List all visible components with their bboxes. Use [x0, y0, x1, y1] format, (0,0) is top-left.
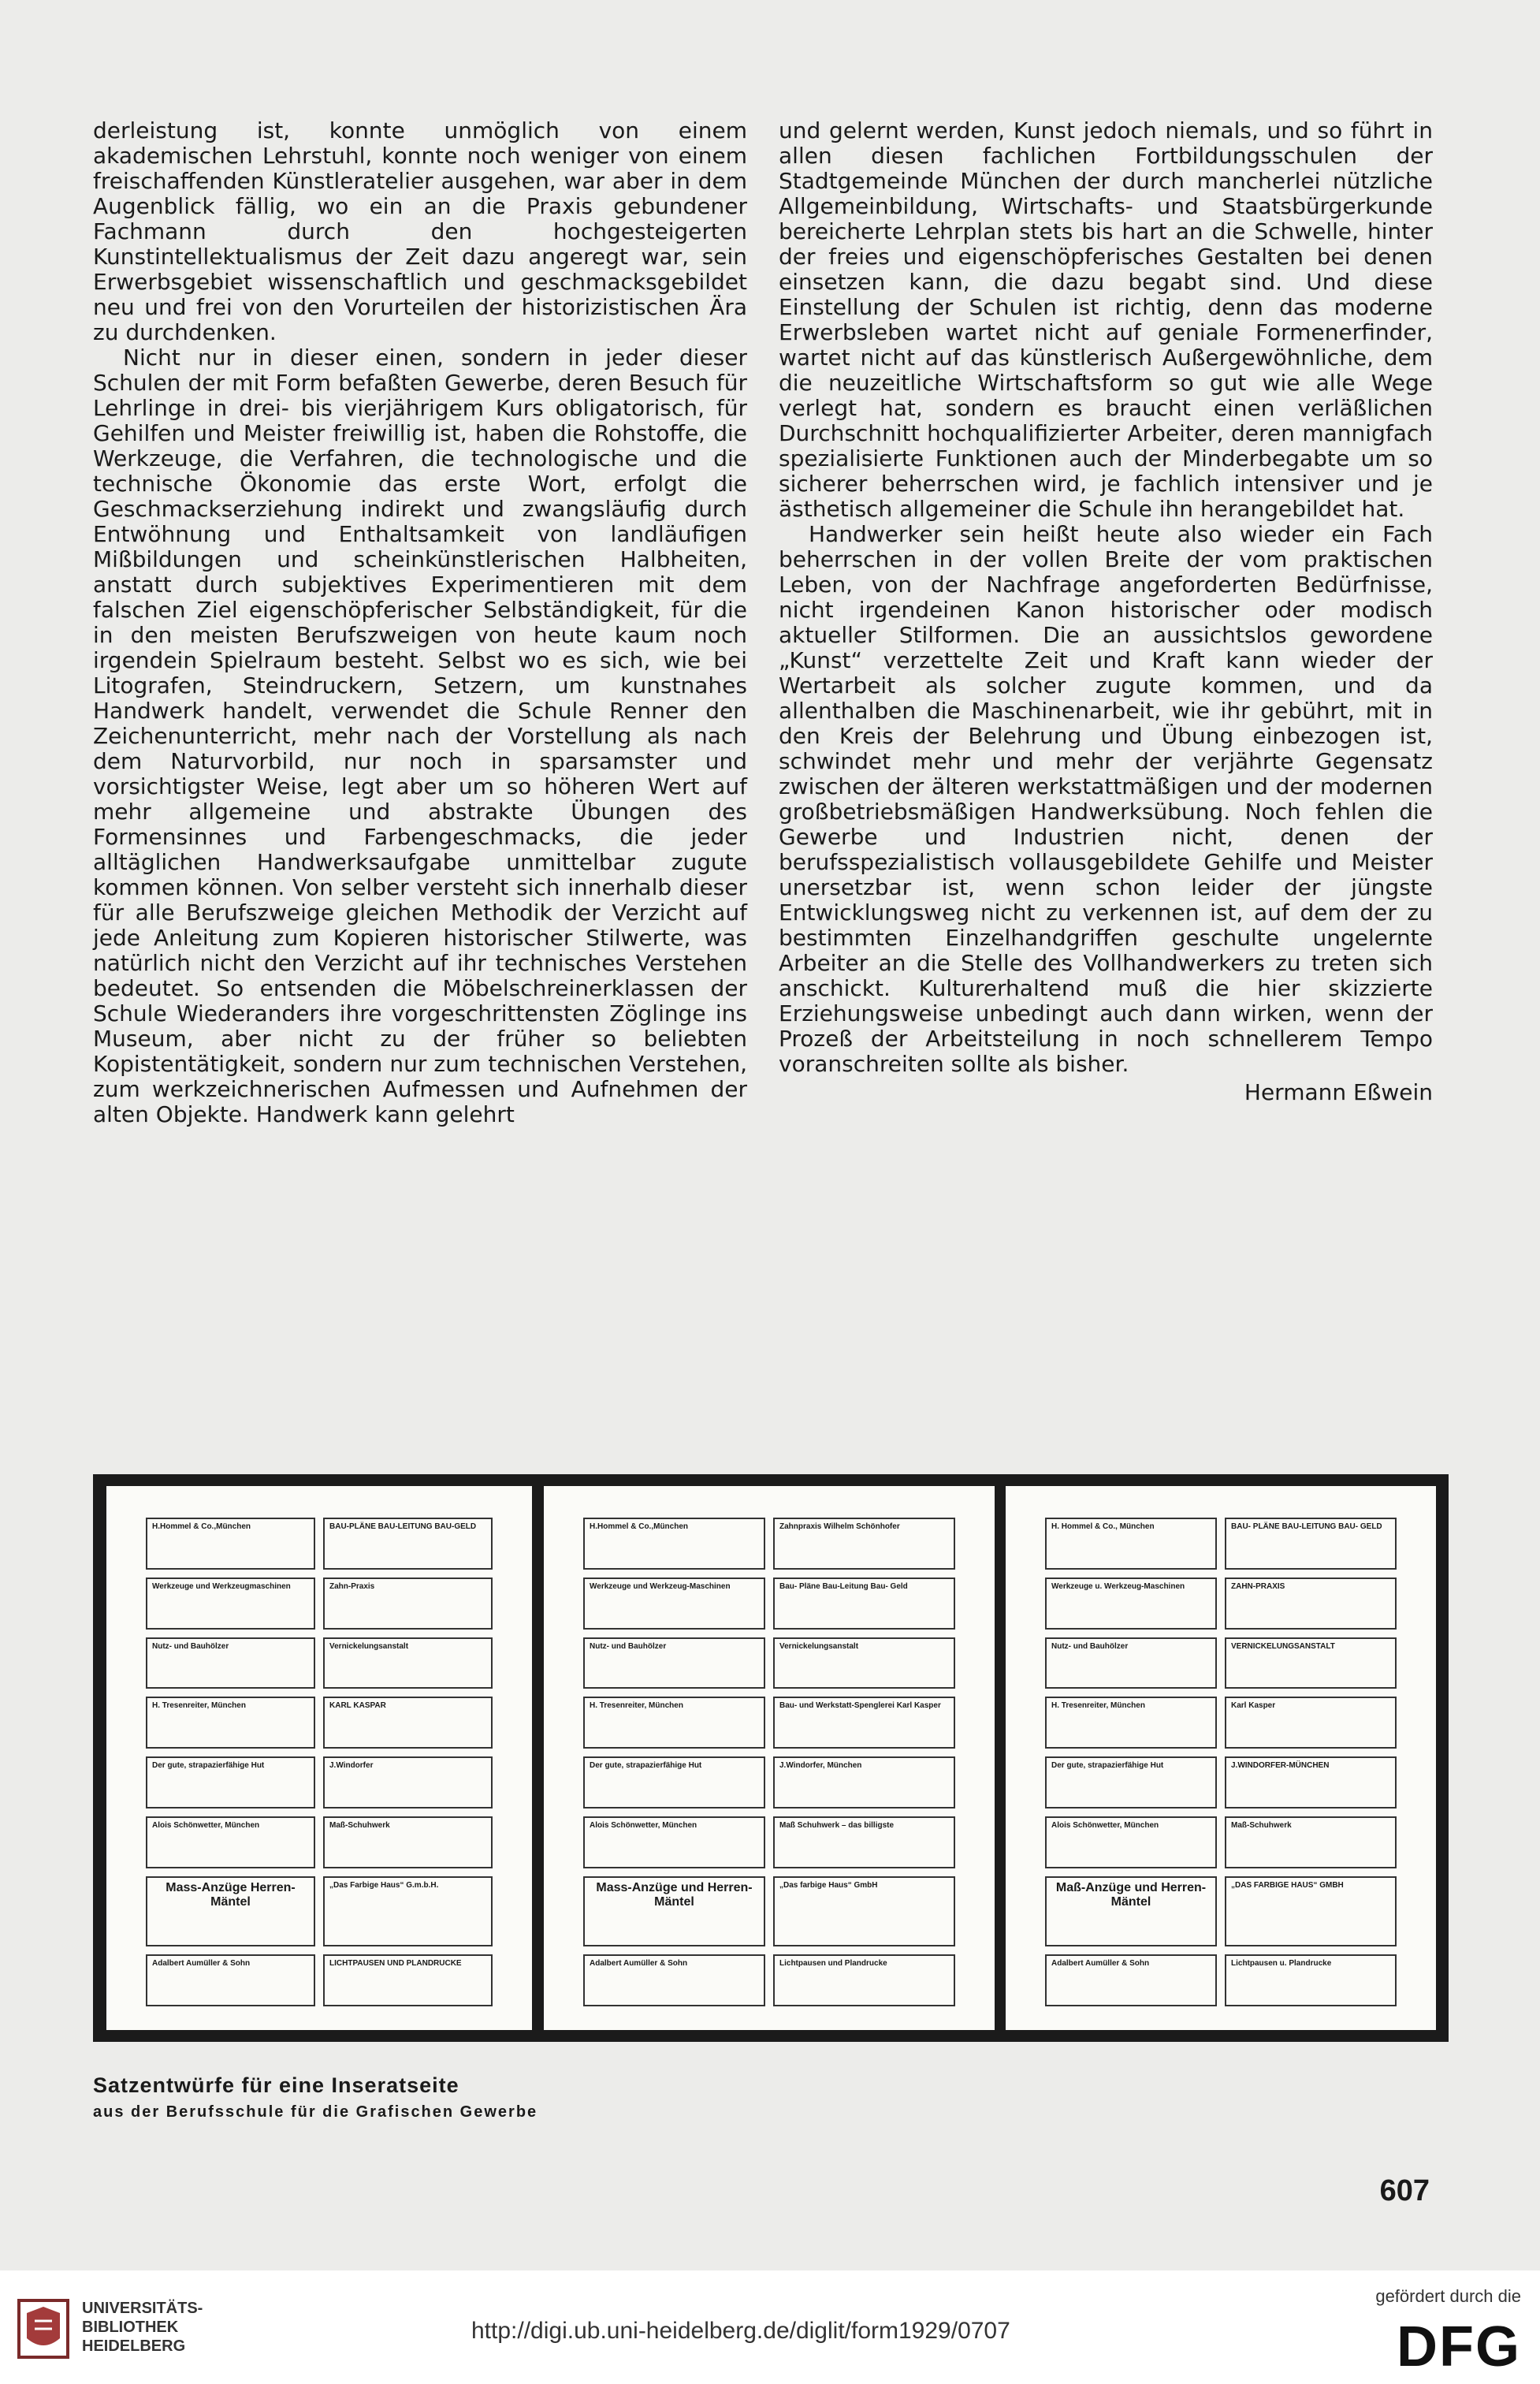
ad-box: Mass-Anzüge Herren-Mäntel: [146, 1876, 315, 1947]
footer-bar: [0, 2270, 1540, 2384]
ad-box: VERNICKELUNGSANSTALT: [1225, 1637, 1397, 1689]
ad-box: „DAS FARBIGE HAUS“ GMBH: [1225, 1876, 1397, 1947]
ad-box: Nutz- und Bauhölzer: [583, 1637, 765, 1689]
funded-by-label: gefördert durch die: [1375, 2286, 1521, 2306]
ad-box: Werkzeuge und Werkzeug-Maschinen: [583, 1578, 765, 1630]
ad-page-design-3: [1006, 1486, 1436, 2030]
ad-box: Der gute, strapazierfähige Hut: [146, 1756, 315, 1808]
ad-box: Maß Schuhwerk – das billigste: [773, 1816, 955, 1868]
ad-box: Der gute, strapazierfähige Hut: [583, 1756, 765, 1808]
ad-box: Vernickelungsanstalt: [773, 1637, 955, 1689]
ad-box: Nutz- und Bauhölzer: [1045, 1637, 1217, 1689]
ad-box: Vernickelungsanstalt: [323, 1637, 493, 1689]
paragraph: Handwerker sein heißt heute also wieder ein Fach beherrschen in der vollen Breite der vom praktischen Leben, von der Nachfrage angeforderten Bedürfnisse, nicht irgendeinen Kanon historischer oder modisch aktueller Stilformen. Die an aussichtslos gewordene „Kunst“ verzettelte Zeit und Kraft kann wieder der Wertarbeit als solcher zugute kommen, und da allenthalben die Maschinenarbeit, wie ihr gebührt, mit in den Kreis der Belehrung und Übung einbezogen ist, schwindet mehr und mehr der verjährte Gegensatz zwischen der älteren werkstattmäßigen und der modernen großbetriebsmäßigen Handwerksübung. Noch fehlen die Gewerbe und Industrien nicht, denen der berufsspezialistisch vollausgebildete Gehilfe und Meister unersetzbar ist, wenn schon leider der jüngste Entwicklungsweg nicht zu verkennen ist, auf dem der zu bestimmten Einzelhandgriffen geschulte ungelernte Arbeiter an die Stelle des Vollhandwerkers zu treten sich anschickt. Kulturerhaltend muß die hier skizzierte Erziehungsweise unbedingt auch dann wirken, wenn der Prozeß der Arbeitsteilung in noch schnellerem Tempo voranschreiten sollte als bisher.: [779, 521, 1433, 1077]
ad-box: Mass-Anzüge und Herren-Mäntel: [583, 1876, 765, 1947]
ad-box: H. Tresenreiter, München: [583, 1697, 765, 1749]
university-library-label: [82, 2299, 203, 2356]
university-line: BIBLIOTHEK: [82, 2319, 179, 2336]
dfg-logo: DFG: [1397, 2315, 1521, 2378]
ad-box: Alois Schönwetter, München: [1045, 1816, 1217, 1868]
ad-box: Bau- und Werkstatt-Spenglerei Karl Kasper: [773, 1697, 955, 1749]
source-url-link[interactable]: http://digi.ub.uni-heidelberg.de/diglit/form1929/0707: [471, 2318, 1010, 2344]
ad-box: J.Windorfer, München: [773, 1756, 955, 1808]
ad-grid: [146, 1518, 493, 2006]
ad-box: Zahn-Praxis: [323, 1578, 493, 1630]
ad-box: Werkzeuge und Werkzeugmaschinen: [146, 1578, 315, 1630]
article-left-column: [93, 118, 747, 1127]
ad-box: Karl Kasper: [1225, 1697, 1397, 1749]
page-number: 607: [1379, 2174, 1430, 2207]
ad-box: Alois Schönwetter, München: [146, 1816, 315, 1868]
ad-box: H. Tresenreiter, München: [1045, 1697, 1217, 1749]
paragraph: und gelernt werden, Kunst jedoch niemals, und so führt in allen diesen fachlichen Fortbildungsschulen der Stadtgemeinde München der durch mancherlei nützliche Allgemeinbildung, Wirtschafts- und Staatsbürgerkunde bereicherte Lehrplan stets bis hart an die Schwelle, hinter der freies und eigenschöpferisches Gestalten bei denen einsetzen kann, die dazu begabt sind. Und diese Einstellung der Schulen ist richtig, denn das moderne Erwerbsleben wartet nicht auf geniale Formenerfinder, wartet nicht auf das künstlerisch Außergewöhnliche, dem die neuzeitliche Wirtschaftsform so gut wie alle Wege verlegt hat, sondern es braucht einen verläßlichen Durchschnitt hochqualifizierter Arbeiter, deren mannigfach spezialisierte Funktionen auch der Minderbegabte um so sicherer beherrschen wird, je fachlich intensiver und je ästhetisch allgemeiner die Schule ihn herangebildet hat.: [779, 117, 1433, 522]
ad-box: Adalbert Aumüller & Sohn: [583, 1954, 765, 2006]
ad-box: Maß-Schuhwerk: [1225, 1816, 1397, 1868]
ad-box: H.Hommel & Co.,München: [583, 1518, 765, 1570]
ad-box: Adalbert Aumüller & Sohn: [1045, 1954, 1217, 2006]
figure-caption-title: Satzentwürfe für eine Inseratseite: [93, 2073, 459, 2097]
ad-box: Zahnpraxis Wilhelm Schönhofer: [773, 1518, 955, 1570]
ad-box: H. Hommel & Co., München: [1045, 1518, 1217, 1570]
university-seal-icon: [16, 2297, 71, 2360]
ad-box: Lichtpausen u. Plandrucke: [1225, 1954, 1397, 2006]
ad-box: „Das farbige Haus“ GmbH: [773, 1876, 955, 1947]
ad-box: „Das Farbige Haus“ G.m.b.H.: [323, 1876, 493, 1947]
university-line: HEIDELBERG: [82, 2337, 186, 2355]
ad-box: Nutz- und Bauhölzer: [146, 1637, 315, 1689]
ad-box: H.Hommel & Co.,München: [146, 1518, 315, 1570]
ad-box: H. Tresenreiter, München: [146, 1697, 315, 1749]
article-right-column: [779, 118, 1433, 1105]
ad-box: Lichtpausen und Plandrucke: [773, 1954, 955, 2006]
paragraph: derleistung ist, konnte unmöglich von einem akademischen Lehrstuhl, konnte noch weniger von einem freischaffenden Künstleratelier ausgehen, war aber in dem Augenblick fällig, wo ein an die Praxis gebundener Fachmann durch den hochgesteigerten Kunstintellektualismus der Zeit dazu angeregt war, sein Erwerbsgebiet wissenschaftlich und geschmacksgebildet neu und frei von den Vorurteilen der historizistischen Ära zu durchdenken.: [93, 117, 747, 345]
paragraph: Nicht nur in dieser einen, sondern in jeder dieser Schulen der mit Form befaßten Gewerbe, deren Besuch für Lehrlinge in drei- bis vierjährigem Kurs obligatorisch, für Gehilfen und Meister freiwillig ist, haben die Rohstoffe, die Werkzeuge, die Verfahren, die technologische und die technische Ökonomie das erste Wort, erfolgt die Geschmackserziehung indirekt und zwangsläufig durch Entwöhnung und Enthaltsamkeit von landläufigen Mißbildungen und scheinkünstlerischen Halbheiten, anstatt durch subjektives Experimentieren mit dem falschen Ziel eigenschöpferischer Selbständigkeit, für die in den meisten Berufszweigen von heute kaum noch irgendein Spielraum besteht. Selbst wo es sich, wie bei Litografen, Steindruckern, Setzern, um kunstnahes Handwerk handelt, verwendet die Schule Renner den Zeichenunterricht, mehr nach der Vorstellung als nach dem Naturvorbild, nur noch in sparsamster und vorsichtigster Weise, legt aber um so höheren Wert auf mehr allgemeine und abstrakte Übungen des Formensinnes und Farbengeschmacks, die jeder alltäglichen Handwerksaufgabe unmittelbar zugute kommen können. Von selber versteht sich innerhalb dieser für alle Berufszweige gleichen Methodik der Verzicht auf jede Anleitung zum Kopieren historischer Stilwerte, was natürlich nicht den Verzicht auf ihr technisches Verstehen bedeutet. So entsenden die Möbelschreinerklassen der Schule Wiederanders ihre vorgeschrittensten Zöglinge ins Museum, aber nicht zu der früher so beliebten Kopistentätigkeit, sondern nur zum technischen Verstehen, zum werkzeichnerischen Aufmessen und Aufnehmen der alten Objekte. Handwerk kann gelehrt: [93, 345, 747, 1127]
ad-box: Adalbert Aumüller & Sohn: [146, 1954, 315, 2006]
university-line: UNIVERSITÄTS-: [82, 2300, 203, 2317]
ad-box: Maß-Schuhwerk: [323, 1816, 493, 1868]
author-signature: Hermann Eßwein: [1244, 1079, 1433, 1105]
figure-caption-subtitle: aus der Berufsschule für die Grafischen Gewerbe: [93, 2103, 538, 2121]
ad-grid: [583, 1518, 955, 2006]
ad-box: KARL KASPAR: [323, 1697, 493, 1749]
ad-page-design-1: [106, 1486, 532, 2030]
ad-page-design-2: [544, 1486, 995, 2030]
ad-box: Alois Schönwetter, München: [583, 1816, 765, 1868]
ad-box: Maß-Anzüge und Herren-Mäntel: [1045, 1876, 1217, 1947]
ad-box: Werkzeuge u. Werkzeug-Maschinen: [1045, 1578, 1217, 1630]
ad-box: Der gute, strapazierfähige Hut: [1045, 1756, 1217, 1808]
ad-box: ZAHN-PRAXIS: [1225, 1578, 1397, 1630]
ad-box: J.Windorfer: [323, 1756, 493, 1808]
ad-box: BAU-PLÄNE BAU-LEITUNG BAU-GELD: [323, 1518, 493, 1570]
ad-box: LICHTPAUSEN UND PLANDRUCKE: [323, 1954, 493, 2006]
ad-box: BAU- PLÄNE BAU-LEITUNG BAU- GELD: [1225, 1518, 1397, 1570]
ad-grid: [1045, 1518, 1397, 2006]
ad-box: J.WINDORFER-MÜNCHEN: [1225, 1756, 1397, 1808]
ad-box: Bau- Pläne Bau-Leitung Bau- Geld: [773, 1578, 955, 1630]
